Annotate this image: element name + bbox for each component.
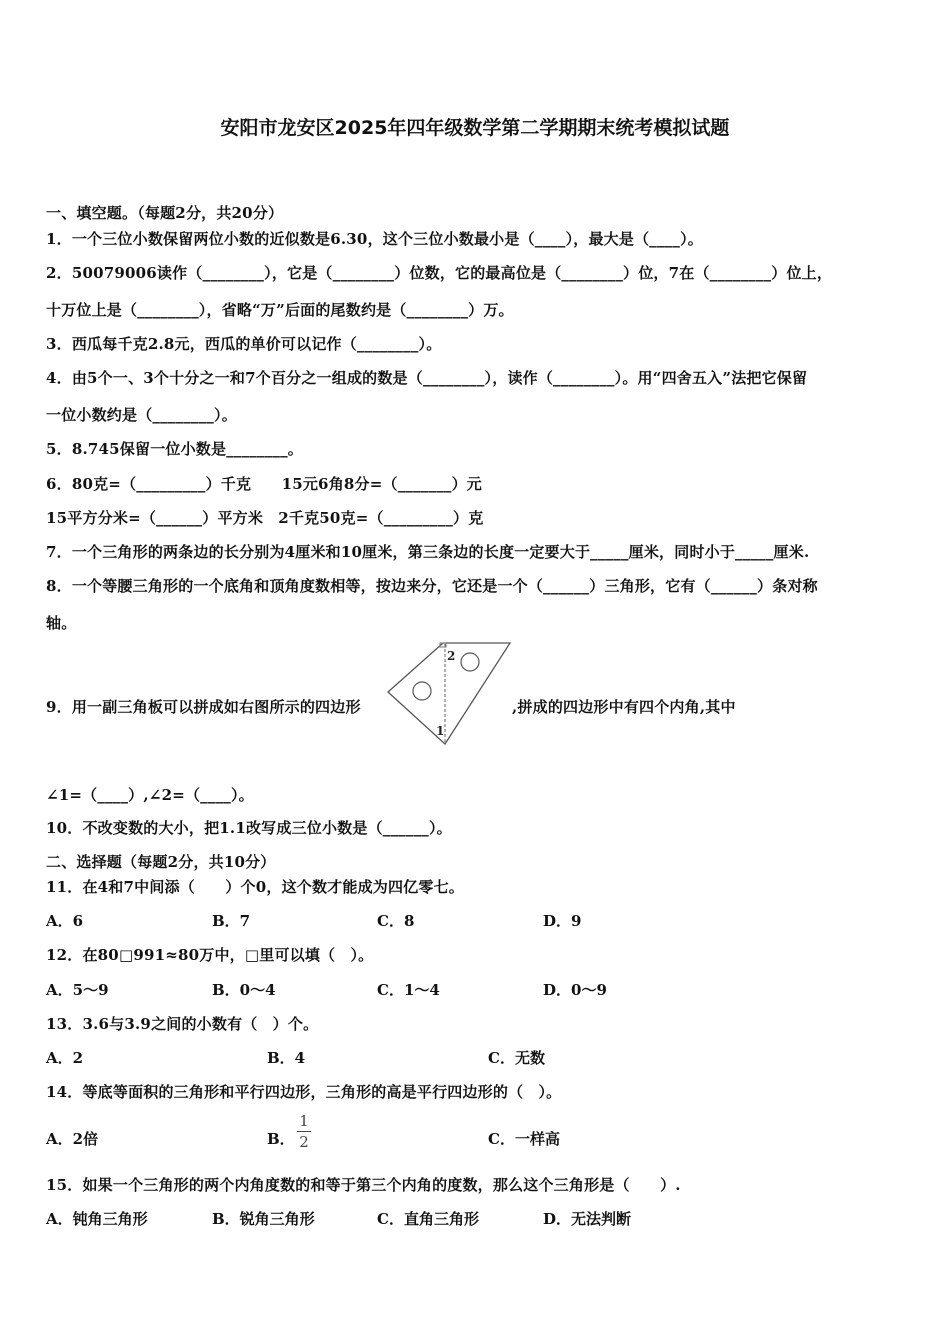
fraction-one-half [297, 1112, 311, 1151]
option-d: D．0～9 [543, 981, 607, 999]
question-4-cont: 一位小数约是（________）。 [46, 406, 237, 424]
question-9-answer: ∠1=（____）,∠2=（____）。 [46, 786, 254, 804]
question-13: 13．3.6与3.9之间的小数有（ ）个。 [46, 1015, 319, 1033]
question-14: 14．等底等面积的三角形和平行四边形，三角形的高是平行四边形的（ ）。 [46, 1083, 562, 1101]
option-a: A．钝角三角形 [46, 1210, 148, 1228]
question-2-cont: 十万位上是（________），省略“万”后面的尾数约是（________）万。 [46, 301, 514, 319]
section-heading-fill-blank: 一、填空题。（每题2分，共20分） [46, 204, 284, 222]
quadrilateral-figure [380, 630, 520, 750]
question-3: 3．西瓜每千克2.8元，西瓜的单价可以记作（________）。 [46, 335, 442, 353]
question-8-cont: 轴。 [46, 614, 77, 632]
option-a: A．6 [46, 912, 84, 930]
question-12: 12．在80□991≈80万中，□里可以填（ ）。 [46, 946, 374, 964]
option-c: C．一样高 [488, 1130, 560, 1148]
question-4: 4．由5个一、3个十分之一和7个百分之一组成的数是（________），读作（________）。用“四舍五入”法把它保留 [46, 369, 808, 387]
option-b: B．4 [267, 1049, 306, 1067]
section-heading-choice: 二、选择题（每题2分，共10分） [46, 853, 276, 871]
question-15: 15．如果一个三角形的两个内角度数的和等于第三个内角的度数，那么这个三角形是（ ）. [46, 1176, 681, 1194]
page-title: 安阳市龙安区2025年四年级数学第二学期期末统考模拟试题 [220, 117, 730, 139]
question-1: 1．一个三位小数保留两位小数的近似数是6.30，这个三位小数最小是（____），最大是（____）。 [46, 230, 703, 248]
option-a: A．5～9 [46, 981, 109, 999]
option-b: B．锐角三角形 [212, 1210, 315, 1228]
angle-2-label: 2 [447, 649, 456, 663]
option-c: C．1～4 [377, 981, 440, 999]
fraction-denominator: 2 [299, 1133, 309, 1151]
option-c: C．直角三角形 [377, 1210, 479, 1228]
option-a: A．2倍 [46, 1130, 99, 1148]
question-11: 11．在4和7中间添（ ）个0，这个数才能成为四亿零七。 [46, 878, 464, 896]
option-d: D．9 [543, 912, 582, 930]
question-2: 2．50079006读作（________），它是（________）位数，它的最高位是（________）位，7在（________）位上， [46, 264, 833, 282]
fraction-numerator: 1 [299, 1112, 309, 1130]
question-10: 10．不改变数的大小，把1.1改写成三位小数是（______）。 [46, 819, 452, 837]
option-c: C．无数 [488, 1049, 545, 1067]
option-b: B．0～4 [212, 981, 276, 999]
question-8: 8．一个等腰三角形的一个底角和顶角度数相等，按边来分，它还是一个（______）三角形，它有（______）条对称 [46, 577, 818, 595]
question-5: 5．8.745保留一位小数是________。 [46, 440, 304, 458]
option-c: C．8 [377, 912, 415, 930]
angle-1-label: 1 [436, 724, 445, 738]
option-a: A．2 [46, 1049, 84, 1067]
question-6b: 15平方分米=（______）平方米 2千克50克=（_________）克 [46, 509, 484, 527]
question-9: 9．用一副三角板可以拼成如右图所示的四边形 [46, 698, 361, 716]
option-b: B．7 [212, 912, 251, 930]
question-7: 7．一个三角形的两条边的长分别为4厘米和10厘米，第三条边的长度一定要大于_____厘米，同时小于_____厘米. [46, 543, 810, 561]
question-9-cont: ,拼成的四边形中有四个内角,其中 [512, 698, 736, 716]
option-b: B． [267, 1130, 295, 1148]
question-6a: 6．80克=（_________）千克 15元6角8分=（_______）元 [46, 475, 482, 493]
option-d: D．无法判断 [543, 1210, 632, 1228]
